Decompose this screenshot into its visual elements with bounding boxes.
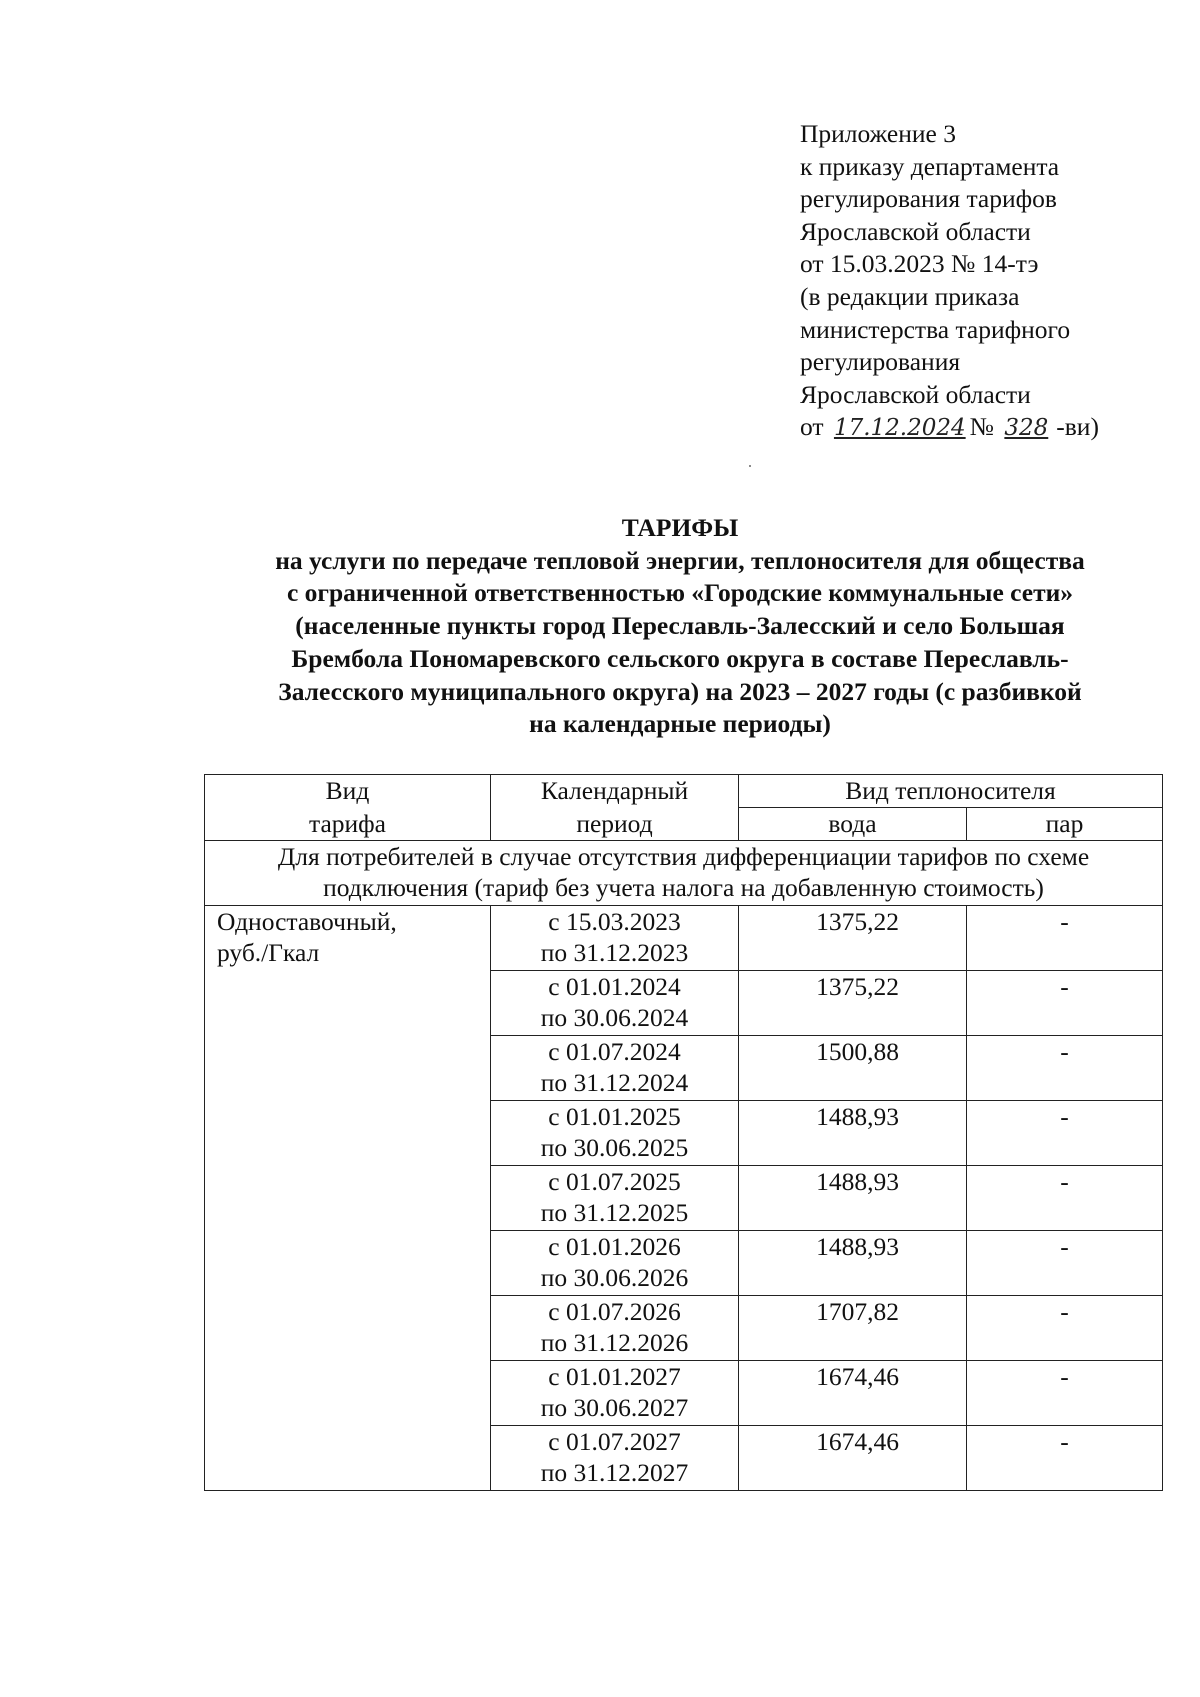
- title-main: ТАРИФЫ: [621, 513, 739, 542]
- water-value: 1488,93: [739, 1101, 967, 1166]
- appendix-line: Приложение 3: [800, 119, 956, 148]
- tariff-unit: руб./Гкал: [217, 938, 320, 967]
- band-row: [205, 841, 1163, 906]
- appendix-line: Ярославской области: [800, 379, 1031, 409]
- steam-value: -: [967, 1036, 1163, 1101]
- title-line: с ограниченной ответственностью «Городские коммунальные сети»: [286, 578, 1074, 608]
- header-steam: пар: [967, 808, 1163, 841]
- number-sign: №: [969, 412, 994, 442]
- appendix-line: регулирования: [800, 347, 961, 377]
- handwritten-number: 328: [1004, 415, 1049, 442]
- steam-value: -: [967, 1231, 1163, 1296]
- period-cell: с 01.07.2027 по 31.12.2027: [491, 1426, 739, 1491]
- title-line: на услуги по передаче тепловой энергии, теплоносителя для общества: [275, 545, 1085, 575]
- appendix-line: регулирования тарифов: [800, 184, 1057, 214]
- period-cell: с 01.01.2026 по 30.06.2026: [491, 1231, 739, 1296]
- header-period-2: период: [491, 808, 739, 841]
- header-tariff-type-2: тарифа: [205, 808, 491, 841]
- title-line: на календарные периоды): [529, 709, 831, 739]
- title-line: (населенные пункты город Переславль-Залесский и село Большая: [295, 611, 1065, 641]
- period-cell: с 01.07.2025 по 31.12.2025: [491, 1166, 739, 1231]
- appendix-line: Ярославской области: [800, 216, 1031, 246]
- tariff-name-cell: [205, 906, 491, 1491]
- steam-value: -: [967, 1426, 1163, 1491]
- water-value: 1488,93: [739, 1166, 967, 1231]
- steam-value: -: [967, 971, 1163, 1036]
- period-cell: с 01.01.2025 по 30.06.2025: [491, 1101, 739, 1166]
- steam-value: -: [967, 906, 1163, 971]
- tariff-table: [204, 774, 1163, 1491]
- appendix-line: к приказу департамента: [800, 151, 1060, 181]
- steam-value: -: [967, 1296, 1163, 1361]
- header-row-2: [205, 808, 1163, 841]
- appendix-reference: [800, 118, 1180, 445]
- water-value: 1707,82: [739, 1296, 967, 1361]
- band-line: подключения (тариф без учета налога на добавленную стоимость): [323, 873, 1044, 902]
- amendment-suffix: -ви): [1056, 412, 1099, 442]
- handwritten-date: 17.12.2024: [833, 415, 966, 442]
- appendix-line: от 15.03.2023 № 14-тэ: [800, 249, 1039, 279]
- header-carrier: Вид теплоносителя: [739, 775, 1163, 808]
- header-water: вода: [739, 808, 967, 841]
- header-row: [205, 775, 1163, 808]
- period-cell: с 01.07.2026 по 31.12.2026: [491, 1296, 739, 1361]
- title-line: Залесского муниципального округа) на 2023 – 2027 годы (с разбивкой: [278, 676, 1082, 706]
- appendix-amendment-line: [800, 411, 1180, 445]
- water-value: 1674,46: [739, 1361, 967, 1426]
- header-tariff-type: Вид: [205, 775, 491, 808]
- table-row: [205, 906, 1163, 971]
- appendix-line: (в редакции приказа: [800, 281, 1020, 311]
- period-cell: с 15.03.2023 по 31.12.2023: [491, 906, 739, 971]
- header-period: Календарный: [491, 775, 739, 808]
- amendment-prefix: от: [800, 412, 824, 442]
- band-caption: [205, 841, 1163, 906]
- tariff-name: Одноставочный,: [217, 907, 397, 936]
- period-cell: с 01.07.2024 по 31.12.2024: [491, 1036, 739, 1101]
- water-value: 1375,22: [739, 971, 967, 1036]
- steam-value: -: [967, 1361, 1163, 1426]
- title-line: Брембола Пономаревского сельского округа в составе Переславль-: [291, 643, 1069, 673]
- water-value: 1488,93: [739, 1231, 967, 1296]
- band-line: Для потребителей в случае отсутствия дифференциации тарифов по схеме: [277, 842, 1090, 871]
- steam-value: -: [967, 1101, 1163, 1166]
- water-value: 1375,22: [739, 906, 967, 971]
- water-value: 1500,88: [739, 1036, 967, 1101]
- period-cell: с 01.01.2027 по 30.06.2027: [491, 1361, 739, 1426]
- period-cell: с 01.01.2024 по 30.06.2024: [491, 971, 739, 1036]
- appendix-line: министерства тарифного: [800, 314, 1071, 344]
- steam-value: -: [967, 1166, 1163, 1231]
- document-title: [150, 512, 1200, 741]
- scan-speck: [749, 465, 751, 467]
- water-value: 1674,46: [739, 1426, 967, 1491]
